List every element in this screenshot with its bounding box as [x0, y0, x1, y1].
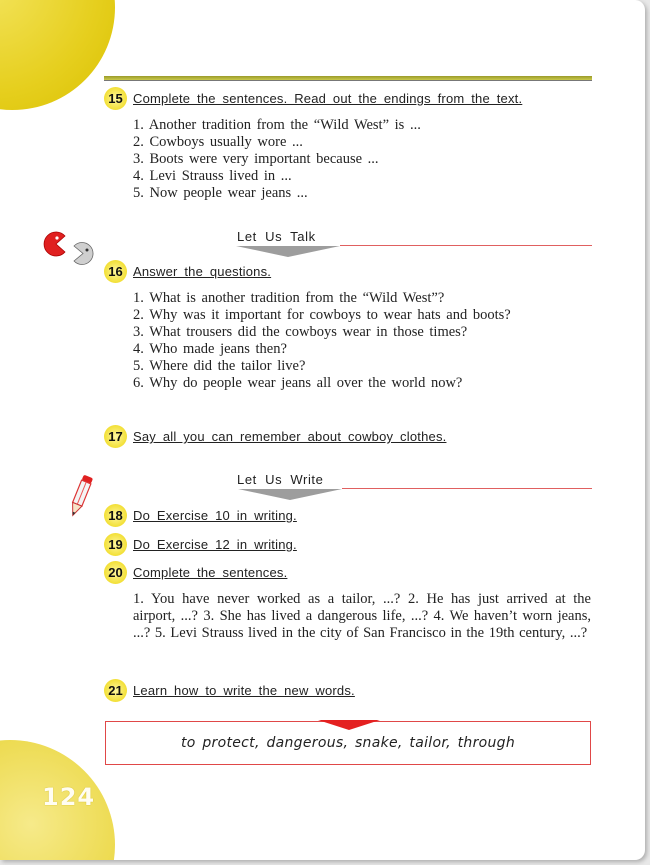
exercise-instruction: Answer the questions. — [133, 264, 272, 279]
exercise-number-badge: 20 — [104, 561, 127, 584]
exercise-20-text: 1. You have never worked as a tailor, ...? 2. He has just arrived at the airport, ...? 3. She has lived a dangerous life, ...? 4. We haven’t worn jeans, ...? 5. Levi Strauss lived in the city of San Francisco in the 19th century, ...? — [133, 591, 591, 641]
exercise-instruction: Do Exercise 12 in writing. — [133, 537, 297, 552]
exercise-20-header — [104, 561, 287, 584]
pencil-icon — [66, 471, 96, 519]
top-divider — [104, 76, 592, 81]
exercise-number-badge: 19 — [104, 533, 127, 556]
list-item: 3. What trousers did the cowboys wear in those times? — [133, 324, 468, 340]
list-item: 4. Levi Strauss lived in ... — [133, 168, 292, 184]
exercise-16-header — [104, 260, 271, 283]
page-number: 124 — [42, 783, 96, 811]
heading-underline — [340, 245, 592, 246]
section-heading-talk: Let Us Talk — [237, 229, 316, 244]
decorative-circle-top — [0, 0, 115, 110]
exercise-number-badge: 17 — [104, 425, 127, 448]
exercise-number-badge: 16 — [104, 260, 127, 283]
new-words-marker — [318, 720, 380, 730]
list-item: 4. Who made jeans then? — [133, 341, 287, 357]
exercise-15-header — [104, 87, 522, 110]
exercise-instruction: Learn how to write the new words. — [133, 683, 355, 698]
exercise-instruction: Say all you can remember about cowboy clothes. — [133, 429, 447, 444]
heading-arrow — [238, 489, 342, 500]
exercise-15-list — [133, 117, 573, 202]
exercise-instruction: Complete the sentences. — [133, 565, 288, 580]
list-item: 1. Another tradition from the “Wild West” is ... — [133, 117, 421, 133]
exercise-instruction: Complete the sentences. Read out the endings from the text. — [133, 91, 523, 106]
exercise-number-badge: 21 — [104, 679, 127, 702]
exercise-21-header — [104, 679, 355, 702]
exercise-number-badge: 18 — [104, 504, 127, 527]
pacman-talk-icon — [43, 228, 97, 268]
exercise-19-header — [104, 533, 297, 556]
new-words-text: to protect, dangerous, snake, tailor, through — [180, 735, 516, 751]
exercise-17-header — [104, 425, 446, 448]
section-heading-write: Let Us Write — [237, 472, 324, 487]
heading-underline — [342, 488, 592, 489]
list-item: 2. Cowboys usually wore ... — [133, 134, 303, 150]
list-item: 6. Why do people wear jeans all over the world now? — [133, 375, 463, 391]
exercise-18-header — [104, 504, 297, 527]
list-item: 3. Boots were very important because ... — [133, 151, 379, 167]
list-item: 5. Where did the tailor live? — [133, 358, 306, 374]
exercise-instruction: Do Exercise 10 in writing. — [133, 508, 297, 523]
exercise-number-badge: 15 — [104, 87, 127, 110]
list-item: 1. What is another tradition from the “Wild West”? — [133, 290, 445, 306]
list-item: 5. Now people wear jeans ... — [133, 185, 308, 201]
exercise-16-list — [133, 290, 571, 392]
heading-arrow — [236, 246, 340, 257]
list-item: 2. Why was it important for cowboys to wear hats and boots? — [133, 307, 511, 323]
